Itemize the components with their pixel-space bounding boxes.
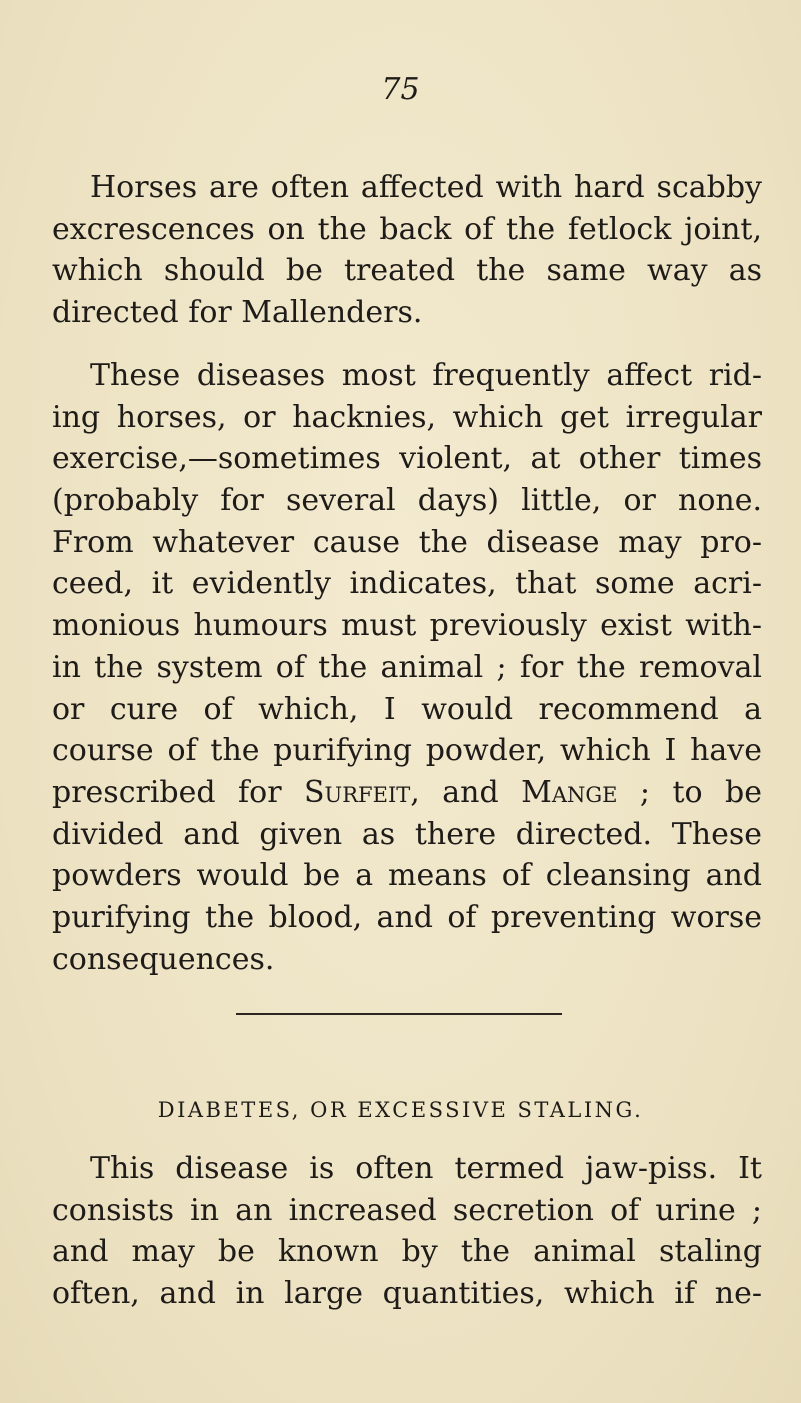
- paragraph-line-with-terms: [52, 772, 762, 814]
- paragraph-line: directed for Mallenders.: [52, 295, 423, 331]
- text-run: , and: [410, 774, 522, 810]
- term-surfeit: Surfeit: [304, 774, 411, 810]
- paragraph-line: These diseases most frequently affect rid-: [90, 358, 762, 393]
- paragraph-line: divided and given as there directed. These: [52, 816, 762, 852]
- paragraph-line: ing horses, or hacknies, which get irregular: [52, 399, 762, 435]
- term-mange: Mange: [521, 774, 618, 810]
- text-run: prescribed for: [52, 774, 304, 810]
- paragraph-fetlock-excrescences: [52, 167, 762, 334]
- paragraph-line: ceed, it evidently indicates, that some acri-: [52, 566, 762, 602]
- text-run: ; to be: [617, 774, 763, 810]
- paragraph-line: exercise,—sometimes violent, at other times: [52, 441, 762, 477]
- paragraph-line: monious humours must previously exist with-: [52, 608, 762, 644]
- paragraph-line: This disease is often termed jaw-piss. It: [90, 1151, 762, 1186]
- paragraph-line: purifying the blood, and of preventing worse: [52, 899, 762, 935]
- paragraph-line: consists in an increased secretion of urine ;: [52, 1192, 762, 1228]
- paragraph-line: course of the purifying powder, which I have: [52, 733, 762, 769]
- paragraph-line: and may be known by the animal staling: [52, 1234, 762, 1270]
- paragraph-line: excrescences on the back of the fetlock joint,: [52, 211, 762, 247]
- paragraph-diabetes: [52, 1148, 762, 1315]
- paragraph-line: in the system of the animal ; for the removal: [52, 649, 762, 685]
- paragraph-line: which should be treated the same way as: [52, 253, 762, 289]
- paragraph-line: or cure of which, I would recommend a: [52, 691, 762, 727]
- paragraph-line: Horses are often affected with hard scabby: [90, 170, 762, 205]
- paragraph-line: often, and in large quantities, which if ne-: [52, 1276, 762, 1312]
- paragraph-line: consequences.: [52, 941, 275, 977]
- paragraph-line: powders would be a means of cleansing and: [52, 858, 762, 894]
- section-heading: DIABETES, OR EXCESSIVE STALING.: [157, 1098, 644, 1122]
- section-divider: [236, 1013, 562, 1015]
- paragraph-line: (probably for several days) little, or none.: [52, 483, 762, 519]
- paragraph-riding-horses: [52, 355, 762, 980]
- paragraph-line: From whatever cause the disease may pro-: [52, 524, 762, 560]
- page-number: 75: [381, 72, 420, 107]
